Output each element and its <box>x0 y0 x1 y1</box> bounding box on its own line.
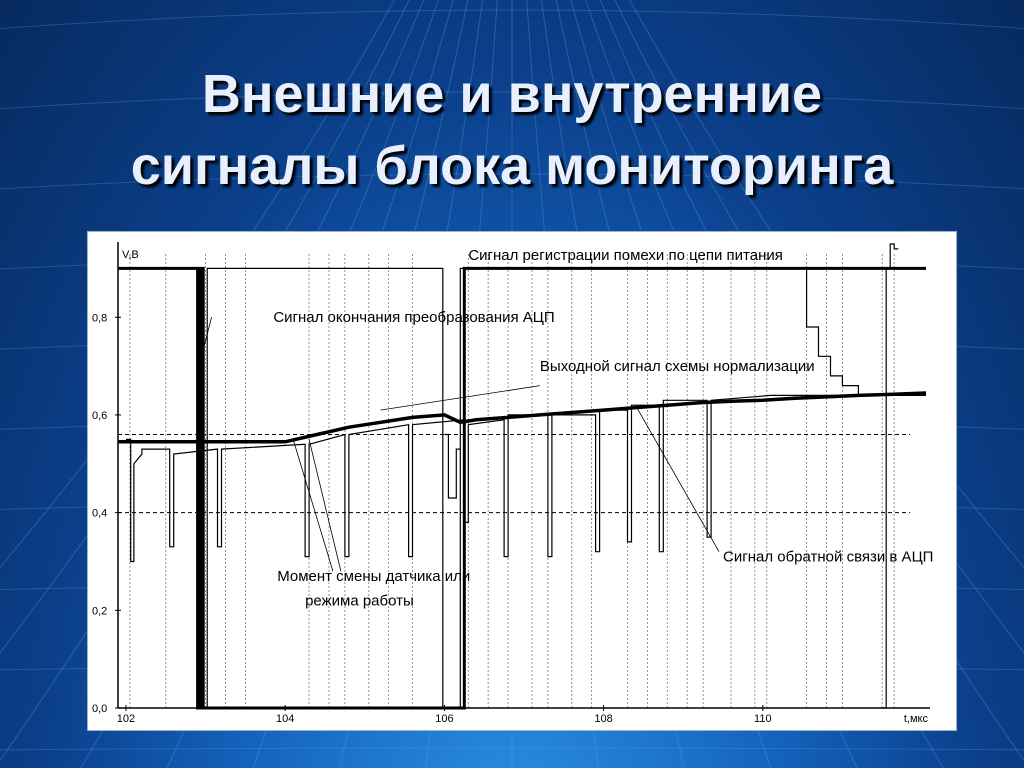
chart-annotation: Сигнал регистрации помехи по цепи питания <box>468 246 783 264</box>
series-late-spike-line <box>882 244 898 708</box>
chart-panel <box>87 231 957 731</box>
annotation-leader-line <box>309 439 341 571</box>
series-switch-dip-line <box>444 435 460 499</box>
slide-title <box>0 58 1024 202</box>
chart-annotation: Сигнал окончания преобразования АЦП <box>273 309 555 327</box>
y-tick-label: 0,2 <box>92 605 108 618</box>
series-adc-feedback-line <box>126 395 926 561</box>
annotation-leader-line <box>293 439 333 571</box>
chart-annotation: Сигнал обратной связи в АЦП <box>723 548 934 566</box>
y-tick-label: 0,4 <box>92 507 108 520</box>
chart-annotation: режима работы <box>305 592 414 610</box>
y-tick-label: 0,0 <box>92 703 108 715</box>
series-decay-steps-line <box>803 268 926 395</box>
chart-annotation: Момент смены датчика или <box>277 568 471 586</box>
y-tick-label: 0,8 <box>92 312 108 325</box>
x-tick-label: 104 <box>275 713 295 725</box>
x-tick-label: 110 <box>754 713 772 725</box>
signal-chart <box>88 232 956 730</box>
slide-title-line-1: Внешние и внутренние <box>201 64 823 124</box>
x-axis-label: t,мкс <box>903 713 928 725</box>
y-tick-label: 0,6 <box>92 409 108 422</box>
series-adc-conversion-end-line <box>118 268 926 708</box>
chart-annotation: Выходной сигнал схемы нормализации <box>539 357 815 375</box>
x-tick-label: 106 <box>435 713 454 725</box>
slide-title-line-2: сигналы блока мониторинга <box>130 136 894 196</box>
x-tick-label: 108 <box>594 713 613 725</box>
x-tick-label: 102 <box>116 713 136 725</box>
y-axis-label: V,В <box>122 249 139 261</box>
series-noise-registration-line <box>118 268 926 708</box>
